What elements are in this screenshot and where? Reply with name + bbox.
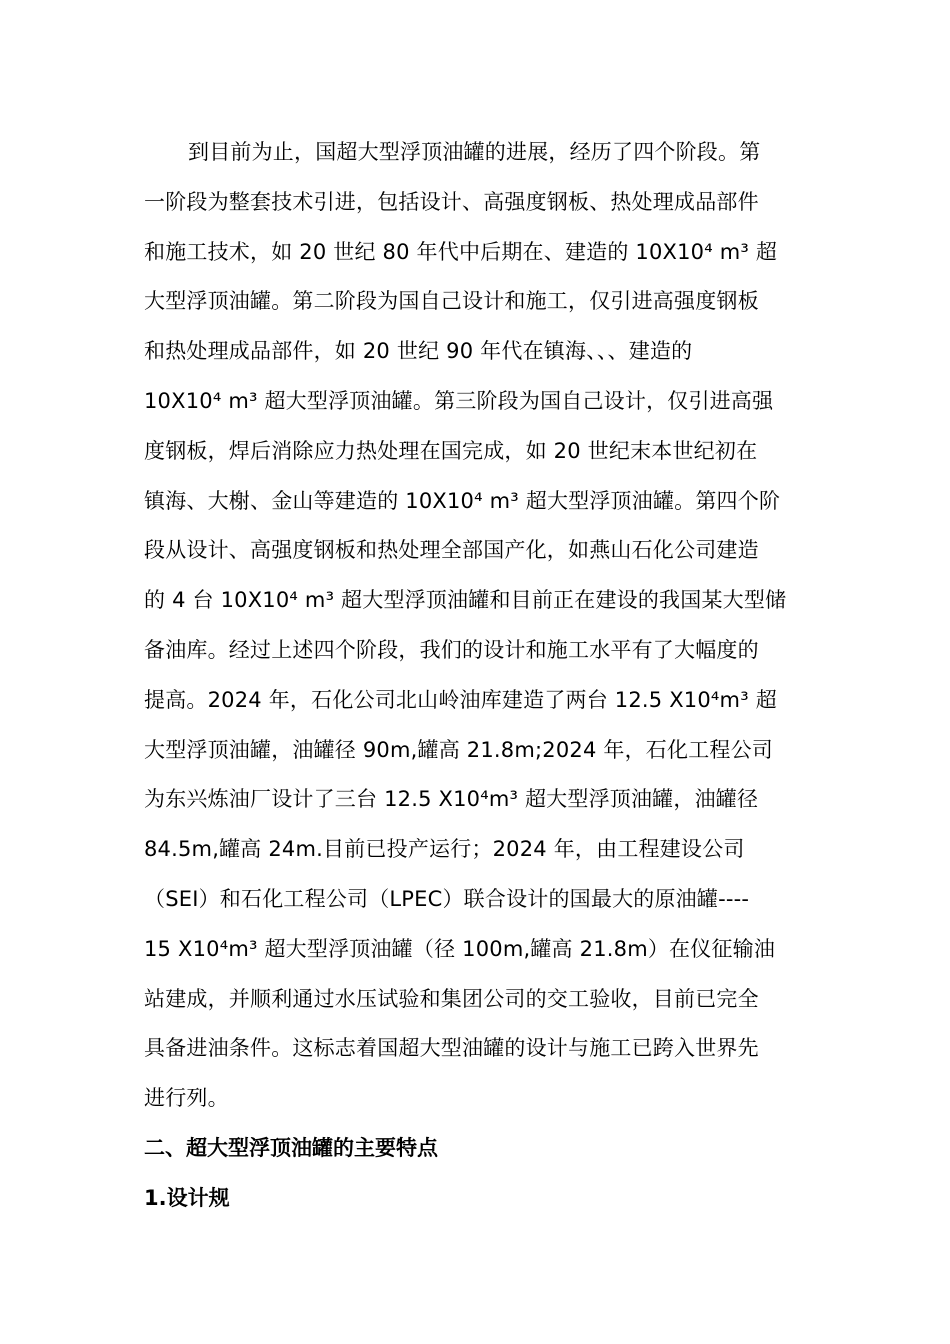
body-paragraph	[144, 128, 806, 1124]
paragraph-line: 的 4 台 10X10⁴ m³ 超大型浮顶油罐和目前正在建设的我国某大型储	[144, 588, 787, 613]
paragraph-line: 大型浮顶油罐。第二阶段为国自己设计和施工，仅引进高强度钢板	[144, 289, 759, 314]
paragraph-line: 段从设计、高强度钢板和热处理全部国产化，如燕山石化公司建造	[144, 538, 759, 563]
paragraph-line: 为东兴炼油厂设计了三台 12.5 X10⁴m³ 超大型浮顶油罐，油罐径	[144, 787, 759, 812]
paragraph-line: 和热处理成品部件，如 20 世纪 90 年代在镇海、、、建造的	[144, 339, 693, 364]
paragraph-line: 一阶段为整套技术引进，包括设计、高强度钢板、热处理成品部件	[144, 189, 759, 214]
paragraph-line: 到目前为止，国超大型浮顶油罐的进展，经历了四个阶段。第	[188, 140, 761, 164]
paragraph-line: 镇海、大榭、金山等建造的 10X10⁴ m³ 超大型浮顶油罐。第四个阶	[144, 488, 781, 513]
paragraph-line: 站建成，并顺利通过水压试验和集团公司的交工验收，目前已完全	[144, 986, 759, 1011]
paragraph-line: （SEI）和石化工程公司（LPEC）联合设计的国最大的原油罐----	[144, 886, 750, 911]
paragraph-line: 大型浮顶油罐，油罐径 90m,罐高 21.8m;2024 年，石化工程公司	[144, 737, 774, 762]
paragraph-line: 度钢板，焊后消除应力热处理在国完成，如 20 世纪末本世纪初在	[144, 438, 758, 463]
paragraph-line: 进行列。	[144, 1086, 229, 1111]
paragraph-line: 和施工技术，如 20 世纪 80 年代中后期在、建造的 10X10⁴ m³ 超	[144, 239, 778, 264]
paragraph-line: 提高。2024 年，石化公司北山岭油库建造了两台 12.5 X10⁴m³ 超	[144, 687, 777, 712]
subsection-heading: 1.设计规	[144, 1185, 230, 1210]
paragraph-line: 备油库。经过上述四个阶段，我们的设计和施工水平有了大幅度的	[144, 637, 759, 662]
paragraph-line: 84.5m,罐高 24m.目前已投产运行；2024 年，由工程建设公司	[144, 837, 745, 862]
document-body	[144, 128, 806, 1224]
paragraph-line: 10X10⁴ m³ 超大型浮顶油罐。第三阶段为国自己设计，仅引进高强	[144, 388, 774, 413]
paragraph-line: 具备进油条件。这标志着国超大型油罐的设计与施工已跨入世界先	[144, 1036, 759, 1061]
section-heading: 二、超大型浮顶油罐的主要特点	[144, 1135, 438, 1160]
paragraph-line: 15 X10⁴m³ 超大型浮顶油罐（径 100m,罐高 21.8m）在仪征输油	[144, 936, 776, 961]
